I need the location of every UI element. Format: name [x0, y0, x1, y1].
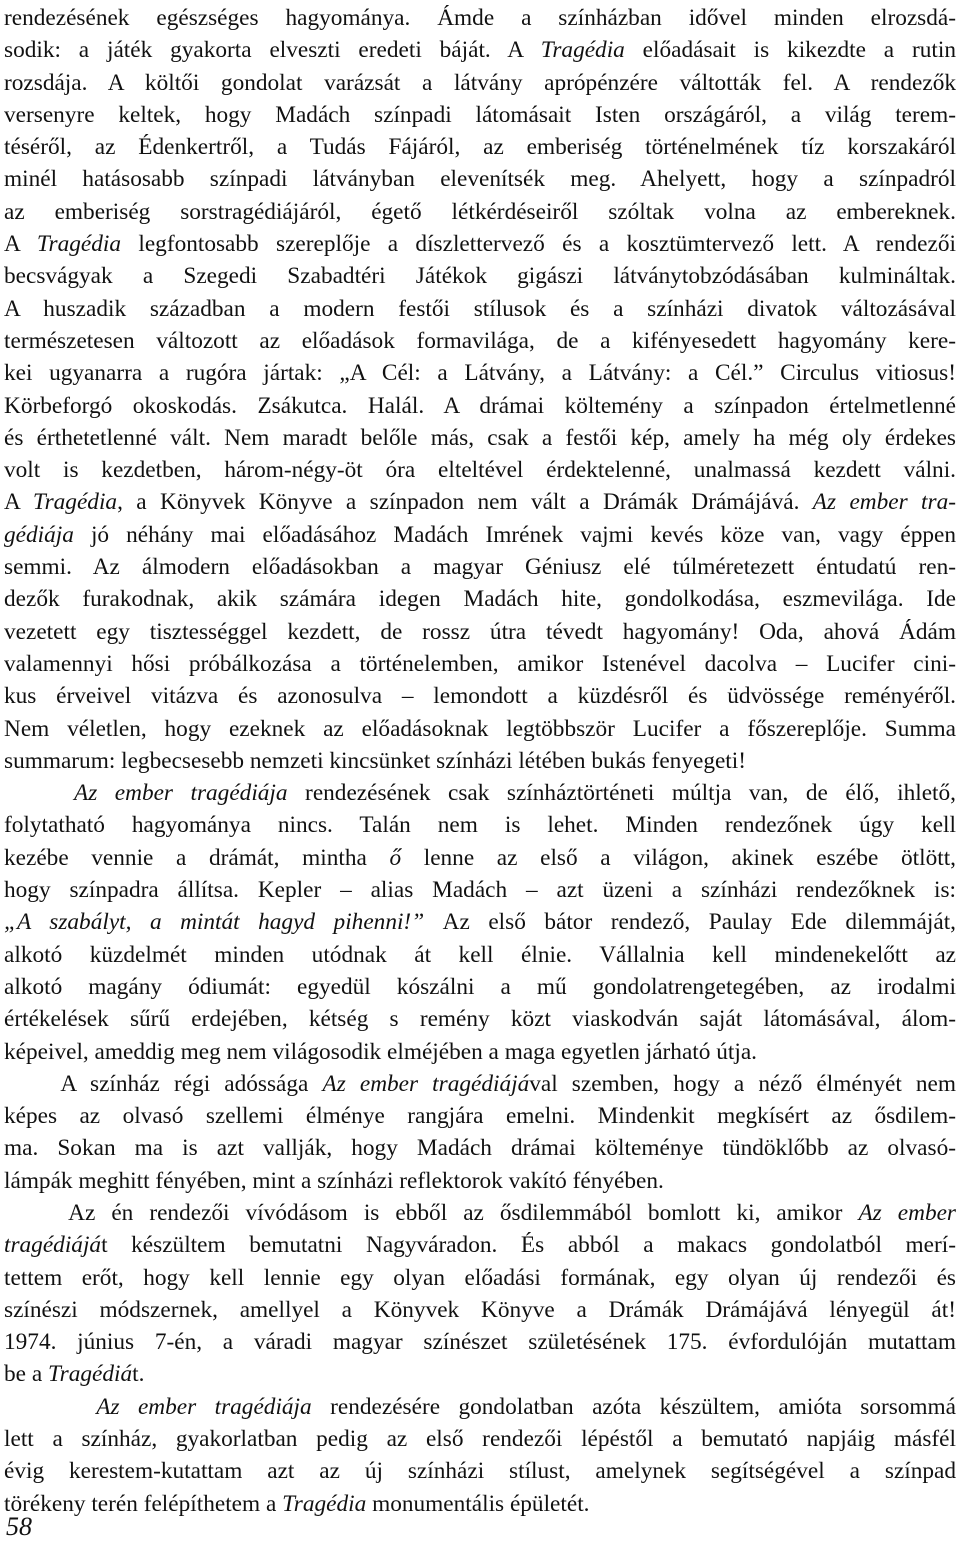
text-run: vezetett egy tisztességgel kezdett, de rossz útra tévedt hagyomány! Oda, ahová Ádám [4, 618, 956, 645]
text-line [4, 745, 956, 777]
italic-text: Tragédiá [47, 1361, 133, 1388]
text-run: kezébe vennie a drámát, mintha [4, 844, 390, 871]
page-body [4, 2, 956, 1520]
text-line [4, 809, 956, 841]
italic-text: Tragédia [32, 489, 118, 516]
text-run: ma. Sokan ma is azt vallják, hogy Madách drámai költeménye tündöklőbb az olvasó- [4, 1135, 956, 1162]
text-run: becsvágyak a Szegedi Szabadtéri Játékok gigászi látványtobzódásában kulmináltak. [4, 263, 956, 290]
text-line [4, 1068, 956, 1100]
text-line [4, 1165, 956, 1197]
text-line [4, 357, 956, 389]
text-line [4, 1294, 956, 1326]
text-run: t. [132, 1361, 145, 1388]
text-line [4, 551, 956, 583]
text-line [4, 713, 956, 745]
text-line [4, 1036, 956, 1068]
text-line [4, 163, 956, 195]
text-run: lett a színház, gyakorlatban pedig az első rendezői lépéstől a bemutató napjáig másfél [4, 1426, 956, 1453]
text-run: előadásait is kikezdte a rutin [624, 37, 956, 64]
text-run: , a Könyvek Könyve a színpadon nem vált a Drámák Drámájává. [117, 489, 813, 516]
text-line [4, 1326, 956, 1358]
page-number: 58 [6, 1512, 32, 1541]
italic-text: tragédiájá [4, 1232, 102, 1259]
text-run: az emberiség sorstragédiájáról, égető létkérdéseiről szóltak volna az embereknek. [4, 198, 956, 225]
text-line [4, 486, 956, 518]
text-line [4, 906, 956, 938]
text-line [4, 34, 956, 66]
text-line [4, 1358, 956, 1390]
text-run: tettem erőt, hogy kell lennie egy olyan előadási formának, egy olyan új rendezői és [4, 1264, 956, 1291]
text-line [4, 1488, 956, 1520]
text-line [4, 1003, 956, 1035]
text-run: Körbeforgó okoskodás. Zsákutca. Halál. A drámai költemény a színpadon értelmetlenné [4, 392, 956, 419]
text-line [4, 67, 956, 99]
text-line [4, 1229, 956, 1261]
text-run: be a [4, 1361, 48, 1388]
text-run: volt is kezdetben, három-négy-öt óra elteltével érdektelenné, unalmassá kezdett válni. [4, 457, 956, 484]
text-run: semmi. Az álmodern előadásokban a magyar Géniusz elé túlméretezett éntudatú ren- [4, 554, 956, 581]
text-run: valamennyi hősi próbálkozása a történelemben, amikor Istenével dacolva – Lucifer cini- [4, 650, 956, 677]
text-run: Nem véletlen, hogy ezeknek az előadásoknak legtöbbször Lucifer a főszereplője. Summa [4, 715, 956, 742]
text-line [4, 131, 956, 163]
text-line [4, 422, 956, 454]
italic-text: gédiája [4, 521, 74, 548]
text-line [4, 519, 956, 551]
text-run [4, 1394, 96, 1420]
text-run: színészi módszernek, amellyel a Könyvek Könyve a Drámák Drámájává lényegül át! [4, 1296, 956, 1323]
text-run: természetesen változott az előadások formavilága, de a kifényesedett hagyomány kere- [4, 327, 956, 354]
text-line [4, 293, 956, 325]
text-line [4, 260, 956, 292]
text-run: A [4, 489, 33, 516]
text-run: rendezésének csak színháztörténeti múltja van, de élő, ihlető, [287, 780, 956, 807]
text-run: t készültem bemutatni Nagyváradon. És abból a makacs gondolatból merí- [101, 1232, 956, 1259]
text-line [4, 1262, 956, 1294]
text-run: A színház régi adóssága [4, 1070, 323, 1097]
text-run: téséről, az Édenkertről, a Tudás Fájáról, az emberiség történelmének tíz korszakáról [4, 134, 956, 161]
text-line [4, 680, 956, 712]
text-run: folytatható hagyománya nincs. Talán nem is lehet. Minden rendezőnek úgy kell [4, 812, 956, 839]
italic-text: Az ember [858, 1199, 956, 1226]
italic-text: Az ember tragédiája [73, 780, 288, 807]
text-line [4, 939, 956, 971]
italic-text: „A szabályt, a mintát hagyd pihenni!” [4, 909, 425, 936]
text-run: lámpák meghitt fényében, mint a színházi reflektorok vakító fényében. [4, 1167, 664, 1194]
text-run: kei ugyanarra a rugóra jártak: „A Cél: a Látvány, a Látvány: a Cél.” Circulus vitiosus! [4, 360, 956, 387]
text-run: alkotó küzdelmét minden utódnak át kell élnie. Vállalnia kell mindenekelőtt az [4, 941, 956, 968]
text-line [4, 971, 956, 1003]
text-run: A huszadik században a modern festői stílusok és a színházi divatok változásával [4, 295, 956, 322]
text-line [4, 228, 956, 260]
text-line [4, 1197, 956, 1229]
italic-text: ő [389, 844, 402, 871]
text-run: rozsdája. A költői gondolat varázsát a látvány aprópénzére váltották fel. A rendezők [4, 69, 956, 96]
text-run: minél hatásosabb színpadi látványban elevenítsék meg. Ahelyett, hogy a színpadról [4, 166, 956, 193]
italic-text: Az ember tragédiája [96, 1393, 312, 1420]
text-run: értékelések sűrű erdejében, kétség s remény közt viaskodván saját látomásával, álom- [4, 1006, 956, 1033]
text-line [4, 648, 956, 680]
text-line [4, 2, 956, 34]
text-run: val szemben, hogy a néző élményét nem [529, 1070, 956, 1097]
text-line [4, 842, 956, 874]
italic-text: Az ember tra- [812, 489, 956, 516]
text-line [4, 1132, 956, 1164]
text-run: és érthetetlenné vált. Nem maradt belőle más, csak a festői kép, amely ha még oly érdekes [4, 424, 956, 451]
text-run: alkotó magány ódiumát: egyedül kószálni a mű gondolatrengetegében, az irodalmi [4, 973, 956, 1000]
text-line [4, 777, 956, 809]
text-run: legfontosabb szereplője a díszlettervező és a kosztümtervező lett. A rendezői [121, 231, 956, 258]
text-line [4, 1100, 956, 1132]
text-run: sodik: a játék gyakorta elveszti eredeti báját. A [4, 37, 541, 64]
text-line [4, 325, 956, 357]
text-run: summarum: legbecsesebb nemzeti kincsünket színházi létében bukás fenyegeti! [4, 747, 747, 774]
text-run: jó néhány mai előadásához Madách Imrének vajmi kevés köze van, vagy éppen [73, 521, 956, 548]
text-line [4, 1391, 956, 1423]
text-run: képes az olvasó szellemi élménye rangjára emelni. Mindenkit megkísért az ősdilem- [4, 1103, 956, 1130]
text-run: 1974. június 7-én, a váradi magyar színészet születésének 175. évfordulóján mutattam [4, 1329, 956, 1356]
italic-text: Tragédia [540, 37, 625, 64]
text-run: évig kerestem-kutattam azt az új színházi stílust, amelynek segítségével a színpad [4, 1458, 956, 1485]
text-line [4, 874, 956, 906]
text-line [4, 1423, 956, 1455]
text-run: törékeny terén felépíthetem a [4, 1490, 283, 1517]
text-line [4, 99, 956, 131]
text-run: hogy színpadra állítsa. Kepler – alias Madách – azt üzeni a színházi rendezőknek is: [4, 877, 956, 904]
text-line [4, 196, 956, 228]
text-run: Az én rendezői vívódásom is ebből az ősdilemmából bomlott ki, amikor [4, 1199, 859, 1226]
text-run: versenyre keltek, hogy Madách színpadi látomásait Isten országáról, a világ terem- [4, 101, 956, 128]
text-run: képeivel, ameddig meg nem világosodik elméjében a maga egyetlen járható útja. [4, 1038, 757, 1065]
text-line [4, 454, 956, 486]
text-run: A [4, 231, 37, 258]
text-line [4, 390, 956, 422]
text-run: Az első bátor rendező, Paulay Ede dilemmáját, [424, 909, 956, 936]
text-run [4, 780, 74, 806]
text-line [4, 616, 956, 648]
text-line [4, 583, 956, 615]
text-run: rendezésére gondolatban azóta készültem, amióta sorsommá [311, 1393, 956, 1420]
text-run: lenne az első a világon, akinek eszébe ötlött, [401, 844, 956, 871]
text-run: kus érveivel vitázva és azonosulva – lemondott a küzdésről és üdvössége reményéről. [4, 683, 956, 710]
text-line [4, 1455, 956, 1487]
italic-text: Az ember tragédiájá [322, 1070, 530, 1097]
italic-text: Tragédia [282, 1490, 367, 1517]
italic-text: Tragédia [36, 231, 122, 258]
text-run: rendezésének egészséges hagyománya. Ámde a színházban idővel minden elrozsdá- [4, 5, 956, 31]
text-run: monumentális épületét. [366, 1490, 590, 1517]
text-run: dezők furakodnak, akik számára idegen Madách hite, gondolkodása, eszmevilága. Ide [4, 586, 956, 613]
